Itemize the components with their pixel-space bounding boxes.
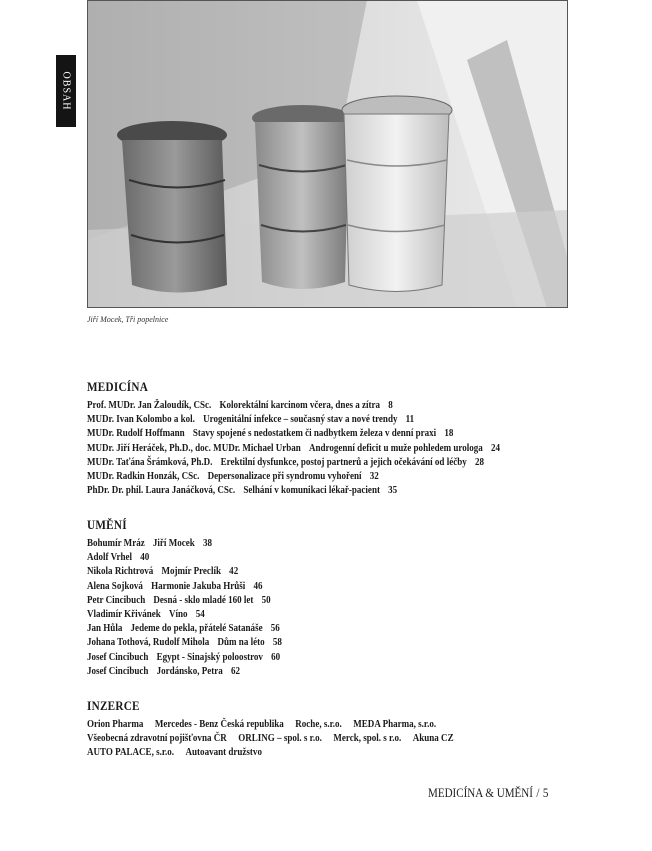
entry-author: Josef Cincibuch	[87, 650, 149, 663]
entry-author: MUDr. Rudolf Hoffmann	[87, 427, 185, 440]
entry-title: Selhání v komunikaci lékař-pacient	[243, 484, 380, 497]
section-tab	[56, 55, 76, 127]
entry-author: Adolf Vrhel	[87, 551, 133, 564]
toc-entry[interactable]	[87, 469, 522, 483]
entry-title: Jiří Mocek	[152, 537, 195, 549]
entry-title: Stavy spojené s nedostatkem či nadbytkem železa v denní praxi	[192, 427, 437, 440]
advertiser-name: Roche, s.r.o.	[295, 718, 342, 730]
bin-right	[342, 96, 452, 292]
entry-title: Kolorektální karcinom včera, dnes a zítra	[219, 399, 381, 411]
artwork-illustration	[87, 0, 568, 308]
toc-entry[interactable]	[87, 426, 522, 440]
inzerce-line	[87, 745, 522, 759]
entry-author: MUDr. Jiří Heráček, Ph.D., doc. MUDr. Michael Urban	[87, 441, 301, 454]
entry-title: Erektilní dysfunkce, postoj partnerů a jejich očekávání od léčby	[220, 455, 467, 468]
advertiser-name: Všeobecná zdravotní pojišťovna ČR	[87, 732, 227, 745]
advertiser-name: Mercedes - Benz Česká republika	[154, 718, 284, 730]
entry-page: 11	[405, 413, 415, 426]
toc-entry[interactable]	[87, 536, 522, 550]
entry-page: 38	[202, 537, 212, 549]
entry-title: Jedeme do pekla, přátelé Satanáše	[130, 622, 263, 635]
toc-entry[interactable]	[87, 593, 522, 607]
advertiser-name: MEDA Pharma, s.r.o.	[353, 718, 437, 730]
entry-title: Desná - sklo mladé 160 let	[153, 593, 254, 606]
section-title: MEDICÍNA	[87, 379, 149, 394]
advertiser-name: Akuna CZ	[412, 732, 454, 745]
entry-title: Harmonie Jakuba Hrůši	[151, 579, 246, 592]
page-footer	[428, 785, 548, 801]
entry-page: 50	[261, 593, 271, 606]
toc-entry[interactable]	[87, 564, 522, 578]
entry-author: Josef Cincibuch	[87, 664, 149, 677]
toc-entry[interactable]	[87, 398, 522, 412]
entry-page: 40	[140, 551, 150, 564]
toc-entry[interactable]	[87, 650, 522, 664]
toc-section	[87, 517, 617, 678]
entry-page: 18	[444, 427, 454, 440]
entry-author: MUDr. Ivan Kolombo a kol.	[87, 413, 195, 426]
entry-page: 35	[388, 484, 398, 497]
entry-author: Petr Cincibuch	[87, 593, 146, 606]
entry-author: MUDr. Taťána Šrámková, Ph.D.	[87, 455, 213, 468]
entry-title: Egypt - Sinajský poloostrov	[156, 650, 263, 663]
entry-title: Androgenní deficit u muže pohledem urologa	[308, 441, 483, 454]
entry-title: Mojmír Preclík	[161, 565, 221, 578]
entry-page: 58	[272, 636, 282, 649]
entry-author: Bohumír Mráz	[87, 537, 145, 549]
inzerce-line	[87, 717, 522, 731]
entry-page: 56	[270, 622, 280, 635]
artwork-caption: Jiří Mocek, Tři popelnice	[87, 315, 169, 324]
section-tab-label: OBSAH	[60, 71, 72, 111]
entry-page: 24	[490, 441, 501, 454]
entry-page: 62	[230, 664, 240, 677]
entry-author: Nikola Richtrová	[87, 565, 154, 578]
advertiser-name: Merck, spol. s r.o.	[333, 732, 402, 745]
entry-page: 54	[195, 608, 205, 621]
inzerce-line	[87, 731, 522, 745]
entry-page: 8	[388, 399, 393, 411]
toc-entry[interactable]	[87, 550, 522, 564]
entry-author: MUDr. Radkin Honzák, CSc.	[87, 470, 200, 483]
entry-title: Dům na léto	[217, 636, 265, 649]
entry-author: Jan Hůla	[87, 622, 123, 635]
artwork-drawing	[87, 0, 568, 308]
toc-section	[87, 379, 617, 497]
section-title: UMĚNÍ	[87, 517, 127, 532]
entry-title: Depersonalizace při syndromu vyhoření	[207, 470, 362, 483]
entry-page: 60	[271, 650, 281, 663]
entry-author: Alena Sojková	[87, 579, 143, 592]
advertiser-name: Orion Pharma	[87, 718, 144, 730]
bin-middle	[252, 105, 352, 289]
entry-title: Jordánsko, Petra	[156, 664, 223, 677]
toc-entry[interactable]	[87, 483, 522, 497]
toc-entry[interactable]	[87, 455, 522, 469]
entry-page: 32	[369, 470, 379, 483]
entry-author: Johana Tothová, Rudolf Mihola	[87, 636, 210, 649]
entry-page: 46	[253, 579, 263, 592]
toc-entry[interactable]	[87, 579, 522, 593]
toc-entry[interactable]	[87, 621, 522, 635]
toc-entry[interactable]	[87, 635, 522, 649]
inzerce-title: INZERCE	[87, 698, 140, 713]
entry-author: Vladimír Křivánek	[87, 608, 161, 621]
toc-entry[interactable]	[87, 412, 522, 426]
bin-left	[117, 121, 227, 293]
toc-entry[interactable]	[87, 607, 522, 621]
entry-author: Prof. MUDr. Jan Žaloudík, CSc.	[87, 399, 212, 411]
inzerce-section	[87, 698, 617, 760]
entry-page: 28	[474, 455, 484, 468]
entry-page: 42	[229, 565, 239, 578]
footer-separator: /	[536, 785, 540, 800]
advertiser-name: ORLING – spol. s r.o.	[238, 732, 322, 745]
advertiser-name: Autoavant družstvo	[185, 746, 262, 759]
footer-magazine: MEDICÍNA & UMĚNÍ	[428, 785, 533, 800]
toc-entry[interactable]	[87, 664, 522, 678]
entry-title: Víno	[168, 608, 188, 621]
footer-page-number: 5	[542, 785, 549, 800]
entry-title: Urogenitální infekce – současný stav a nové trendy	[203, 413, 398, 426]
entry-author: PhDr. Dr. phil. Laura Janáčková, CSc.	[87, 484, 236, 497]
toc-entry[interactable]	[87, 441, 522, 455]
advertiser-name: AUTO PALACE, s.r.o.	[87, 746, 175, 759]
